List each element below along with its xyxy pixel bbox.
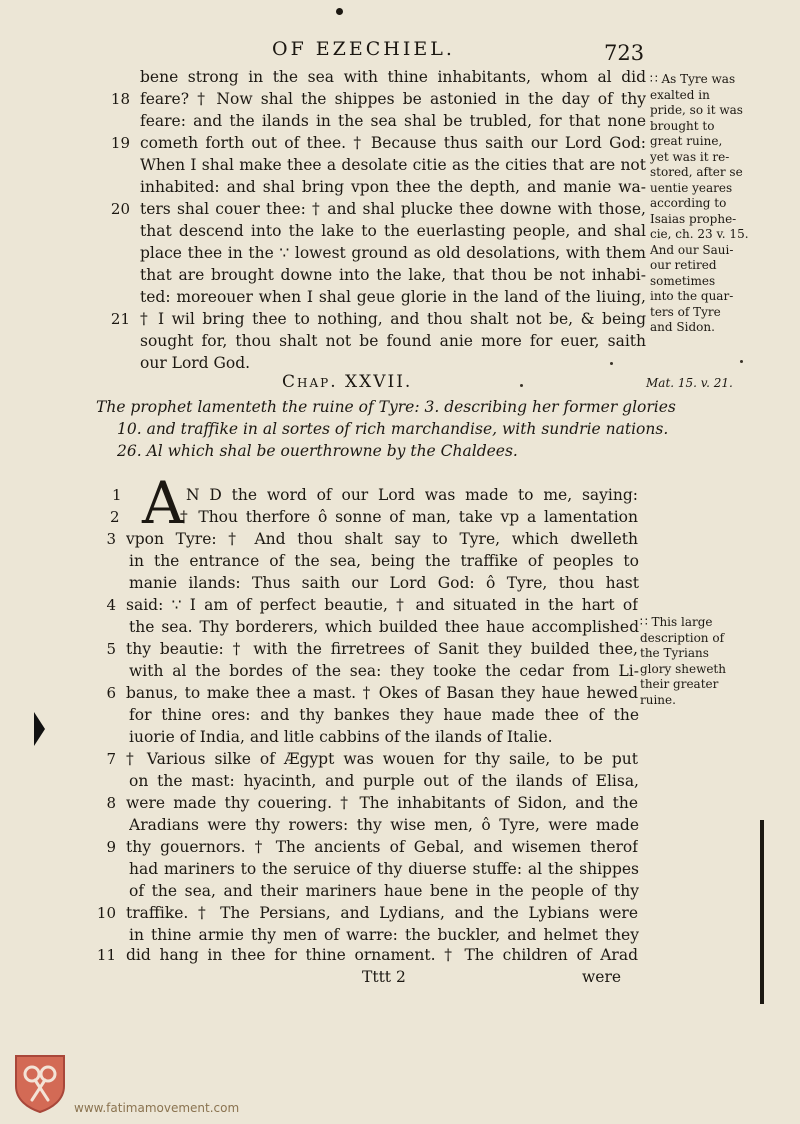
- note-line: brought to: [650, 118, 715, 133]
- text-line: place thee in the ∵ lowest ground as old desolations, with them: [140, 244, 646, 262]
- note-line: their greater: [640, 677, 719, 691]
- text-line: had mariners to the seruice of thy diuerse stuffe: al the shippes: [129, 860, 639, 878]
- text-line: feare: and the ilands in the sea shal be trubled, for that none: [140, 112, 646, 130]
- note-line: ∷ As Tyre was: [650, 72, 736, 86]
- text-line: † Thou therfore ô sonne of man, take vp a lamentation: [180, 508, 638, 526]
- text-line: were made thy couering. † The inhabitants of Sidon, and the: [126, 794, 638, 812]
- text-line: for thine ores: and thy bankes they haue made thee of the: [129, 706, 639, 724]
- note-line: cie, ch. 23 v. 15.: [650, 227, 749, 241]
- ink-speck: [740, 360, 743, 363]
- catchword: were: [582, 968, 622, 986]
- text-line: † Various silke of Ægypt was wouen for thy saile, to be put: [126, 750, 638, 768]
- margin-note-main: [640, 615, 726, 708]
- text-line: sought for, thou shalt not be found anie more for euer, saith: [140, 332, 646, 350]
- verse-number: 6: [106, 684, 116, 702]
- text-line: in thine armie thy men of warre: the buckler, and helmet they: [129, 926, 639, 944]
- verse-number: 18: [110, 90, 130, 108]
- text-line: vpon Tyre: † And thou shalt say to Tyre, which dwelleth: [126, 530, 638, 548]
- text-line: in the entrance of the sea, being the traffike of peoples to: [129, 552, 639, 570]
- text-line: that are brought downe into the lake, that thou be not inhabi-: [140, 266, 646, 284]
- note-line: the Tyrians: [640, 646, 709, 660]
- text-line: feare? † Now shal the shippes be astonied in the day of thy: [140, 90, 646, 108]
- text-line: manie ilands: Thus saith our Lord God: ô Tyre, thou hast: [129, 574, 639, 592]
- page-number: 723: [604, 41, 645, 65]
- text-line: said: ∵ I am of perfect beautie, † and situated in the hart of: [126, 596, 638, 614]
- note-line: glory sheweth: [640, 661, 726, 676]
- text-line: that descend into the lake to the euerlasting people, and shal: [140, 222, 646, 240]
- page-dot: [336, 8, 343, 15]
- chapter-title: Chap. XXVII.: [282, 372, 413, 392]
- fatima-movement-logo-icon: [12, 1052, 68, 1114]
- margin-rule: [760, 820, 764, 1004]
- margin-note-top: [650, 72, 749, 336]
- text-line: ters shal couer thee: † and shal plucke thee downe with those,: [140, 200, 646, 218]
- verse-number: 1: [112, 486, 122, 504]
- note-line: stored, after se: [650, 165, 743, 179]
- note-line: and Sidon.: [650, 320, 715, 334]
- note-line: description of: [640, 630, 725, 645]
- text-line: banus, to make thee a mast. † Okes of Basan they haue hewed: [126, 684, 638, 702]
- note-line: ters of Tyre: [650, 304, 721, 319]
- text-line: iuorie of India, and litle cabbins of the ilands of Italie.: [129, 728, 553, 746]
- text-line: inhabited: and shal bring vpon thee the depth, and manie wa-: [140, 178, 646, 196]
- verse-number: 11: [96, 946, 116, 964]
- verse-number: 19: [110, 134, 130, 152]
- text-line: † I wil bring thee to nothing, and thou shalt not be, & being: [140, 310, 646, 328]
- verse-number: 21: [110, 310, 130, 328]
- text-line: our Lord God.: [140, 354, 251, 372]
- verse-number: 20: [110, 200, 130, 218]
- text-line: thy gouernors. † The ancients of Gebal, and wisemen therof: [126, 838, 638, 856]
- verse-number: 9: [106, 838, 116, 856]
- text-line: Aradians were thy rowers: thy wise men, ô Tyre, were made: [129, 816, 639, 834]
- verse-number: 7: [106, 750, 116, 768]
- text-line: traffike. † The Persians, and Lydians, and the Lybians were: [126, 904, 638, 922]
- note-line: pride, so it was: [650, 103, 743, 117]
- text-line: cometh forth out of thee. † Because thus saith our Lord God:: [140, 134, 646, 152]
- text-line: thy beautie: † with the firretrees of Sanit they builded thee,: [126, 640, 638, 658]
- ink-speck: [520, 384, 523, 387]
- note-line: into the quar-: [650, 289, 734, 303]
- text-line: with al the bordes of the sea: they tooke the cedar from Li-: [129, 662, 639, 680]
- note-line: our retired: [650, 258, 717, 272]
- text-line: on the mast: hyacinth, and purple out of the ilands of Elisa,: [129, 772, 639, 790]
- note-line: ruine.: [640, 692, 676, 707]
- note-line: great ruine,: [650, 134, 723, 148]
- arrow-marker-icon: [34, 712, 45, 746]
- note-line: according to: [650, 196, 727, 210]
- signature-mark: Tttt 2: [362, 968, 406, 986]
- note-line: uentie yeares: [650, 180, 733, 195]
- note-line: exalted in: [650, 87, 710, 102]
- verse-number: 4: [106, 596, 116, 614]
- text-line: did hang in thee for thine ornament. † The children of Arad: [126, 946, 638, 964]
- text-line: N D the word of our Lord was made to me, saying:: [186, 486, 638, 504]
- ink-speck: [610, 362, 613, 365]
- verse-number: 10: [96, 904, 116, 922]
- note-line: ∷ This large: [640, 615, 713, 629]
- text-line: of the sea, and their mariners haue bene in the people of thy: [129, 882, 639, 900]
- note-line: yet was it re-: [650, 149, 730, 164]
- text-line: When I shal make thee a desolate citie as the cities that are not: [140, 156, 646, 174]
- verse-number: 3: [106, 530, 116, 548]
- verse-number: 8: [106, 794, 116, 812]
- running-header: OF EZECHIEL.: [272, 38, 455, 60]
- website-watermark: www.fatimamovement.com: [74, 1101, 240, 1115]
- text-line: bene strong in the sea with thine inhabitants, whom al did: [140, 68, 646, 86]
- text-line: the sea. Thy borderers, which builded thee haue accomplished: [129, 618, 639, 636]
- chapter-summary-line: The prophet lamenteth the ruine of Tyre: 3. describing her former glories: [96, 398, 676, 416]
- note-line: Isaias prophe-: [650, 211, 737, 226]
- text-line: ted: moreouer when I shal geue glorie in the land of the liuing,: [140, 288, 646, 306]
- verse-number: 2: [110, 508, 120, 526]
- chapter-summary-line: 26. Al which shal be ouerthrowne by the Chaldees.: [117, 442, 518, 460]
- drop-cap: A: [142, 469, 184, 537]
- note-line: sometimes: [650, 273, 716, 288]
- cross-reference: Mat. 15. v. 21.: [646, 376, 733, 390]
- verse-number: 5: [106, 640, 116, 658]
- note-line: And our Saui-: [650, 242, 734, 257]
- chapter-summary-line: 10. and traffike in al sortes of rich marchandise, with sundrie nations.: [117, 420, 669, 438]
